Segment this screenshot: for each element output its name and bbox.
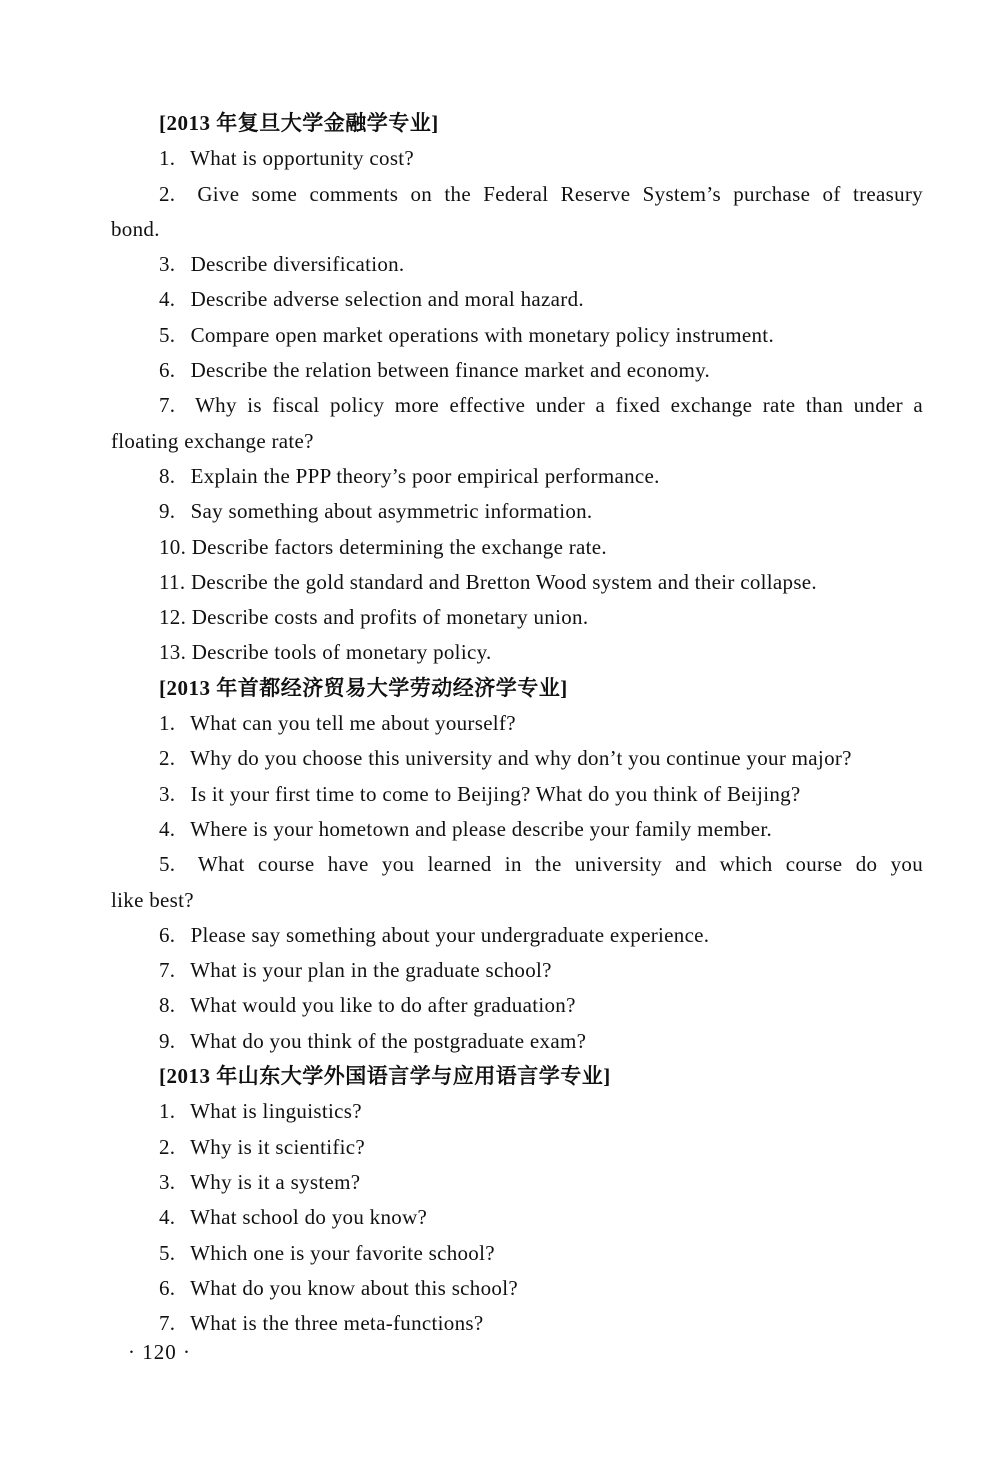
list-item (111, 847, 923, 882)
item-number: 3. (159, 1169, 176, 1194)
item-number: 11. (159, 569, 186, 594)
item-continuation: bond. (111, 216, 160, 241)
list-item (111, 1236, 923, 1271)
item-number: 6. (159, 922, 176, 947)
item-text: Explain the PPP theory’s poor empirical performance. (190, 463, 660, 488)
item-text: Compare open market operations with monetary policy instrument. (190, 322, 774, 347)
item-text: Describe diversification. (190, 252, 405, 277)
item-number: 1. (159, 711, 176, 736)
list-item (111, 530, 923, 565)
list-item (111, 777, 923, 812)
list-item (111, 1271, 923, 1306)
list-item (111, 1165, 923, 1200)
item-number: 9. (159, 1028, 176, 1053)
item-number: 4. (159, 1205, 176, 1230)
item-text: Which one is your favorite school? (190, 1240, 495, 1265)
section-heading: [2013 年复旦大学金融学专业] (159, 111, 439, 135)
item-text: What is linguistics? (190, 1099, 362, 1124)
item-number: 2. (159, 1134, 176, 1159)
list-item (111, 706, 923, 741)
list-item (111, 1130, 923, 1165)
list-item (111, 247, 923, 282)
item-number: 13. (159, 640, 187, 665)
list-item (111, 812, 923, 847)
item-number: 7. (159, 1311, 176, 1336)
item-text: Why do you choose this university and why don’t you continue your major? (190, 746, 852, 771)
item-number: 3. (159, 252, 176, 277)
item-number: 12. (159, 605, 187, 630)
item-number: 6. (159, 1275, 176, 1300)
list-item (111, 141, 923, 176)
item-number: 2. (159, 746, 176, 771)
list-item (111, 635, 923, 670)
list-item (111, 318, 923, 353)
list-item (111, 565, 923, 600)
list-item (111, 1024, 923, 1059)
item-text: Give some comments on the Federal Reserve System’s purchase of treasury (197, 181, 923, 206)
item-number: 5. (159, 1240, 176, 1265)
item-number: 9. (159, 499, 176, 524)
list-item (111, 953, 923, 988)
list-item (111, 177, 923, 212)
item-text: What would you like to do after graduation? (190, 993, 576, 1018)
list-item (111, 282, 923, 317)
item-number: 8. (159, 993, 176, 1018)
item-text: What can you tell me about yourself? (190, 711, 516, 736)
list-item (111, 459, 923, 494)
item-number: 10. (159, 534, 187, 559)
item-number: 1. (159, 1099, 176, 1124)
item-continuation: like best? (111, 887, 194, 912)
item-text: What do you know about this school? (190, 1275, 518, 1300)
list-item (111, 600, 923, 635)
item-text: Describe the gold standard and Bretton Wood system and their collapse. (190, 569, 817, 594)
item-number: 7. (159, 393, 176, 418)
item-text: Why is it a system? (190, 1169, 361, 1194)
list-item (111, 494, 923, 529)
item-number: 8. (159, 463, 176, 488)
list-item (111, 1200, 923, 1235)
item-number: 1. (159, 146, 176, 171)
list-item (111, 1306, 923, 1341)
page-number: · 120 · (128, 1340, 191, 1364)
item-number: 6. (159, 358, 176, 383)
item-text: Say something about asymmetric information. (190, 499, 593, 524)
list-item (111, 918, 923, 953)
list-item (111, 988, 923, 1023)
item-text: Describe the relation between finance market and economy. (190, 358, 711, 383)
item-text: What is the three meta-functions? (190, 1311, 484, 1336)
item-text: What school do you know? (190, 1205, 428, 1230)
item-number: 3. (159, 781, 176, 806)
item-number: 4. (159, 287, 176, 312)
list-item (111, 388, 923, 423)
item-text: What is opportunity cost? (190, 146, 415, 171)
list-item (111, 353, 923, 388)
item-number: 2. (159, 181, 176, 206)
item-text: What is your plan in the graduate school? (190, 958, 552, 983)
item-continuation: floating exchange rate? (111, 428, 314, 453)
item-text: What course have you learned in the university and which course do you (197, 852, 923, 877)
item-text: What do you think of the postgraduate exam? (190, 1028, 587, 1053)
item-number: 5. (159, 852, 176, 877)
item-text: Why is it scientific? (190, 1134, 366, 1159)
item-text: Is it your first time to come to Beijing? What do you think of Beijing? (190, 781, 801, 806)
item-number: 7. (159, 958, 176, 983)
section-heading: [2013 年山东大学外国语言学与应用语言学专业] (159, 1064, 611, 1089)
item-text: Why is fiscal policy more effective under a fixed exchange rate than under a (195, 393, 923, 418)
item-number: 5. (159, 322, 176, 347)
page-content (111, 106, 923, 1341)
item-text: Please say something about your undergraduate experience. (190, 922, 710, 947)
list-item (111, 741, 923, 776)
item-text: Describe tools of monetary policy. (191, 640, 492, 665)
item-text: Describe adverse selection and moral hazard. (190, 287, 584, 312)
item-text: Describe costs and profits of monetary union. (191, 605, 589, 630)
item-text: Where is your hometown and please describe your family member. (190, 816, 773, 841)
section-heading: [2013 年首都经济贸易大学劳动经济学专业] (159, 675, 568, 700)
item-text: Describe factors determining the exchange rate. (191, 534, 607, 559)
item-number: 4. (159, 816, 176, 841)
list-item (111, 1094, 923, 1129)
